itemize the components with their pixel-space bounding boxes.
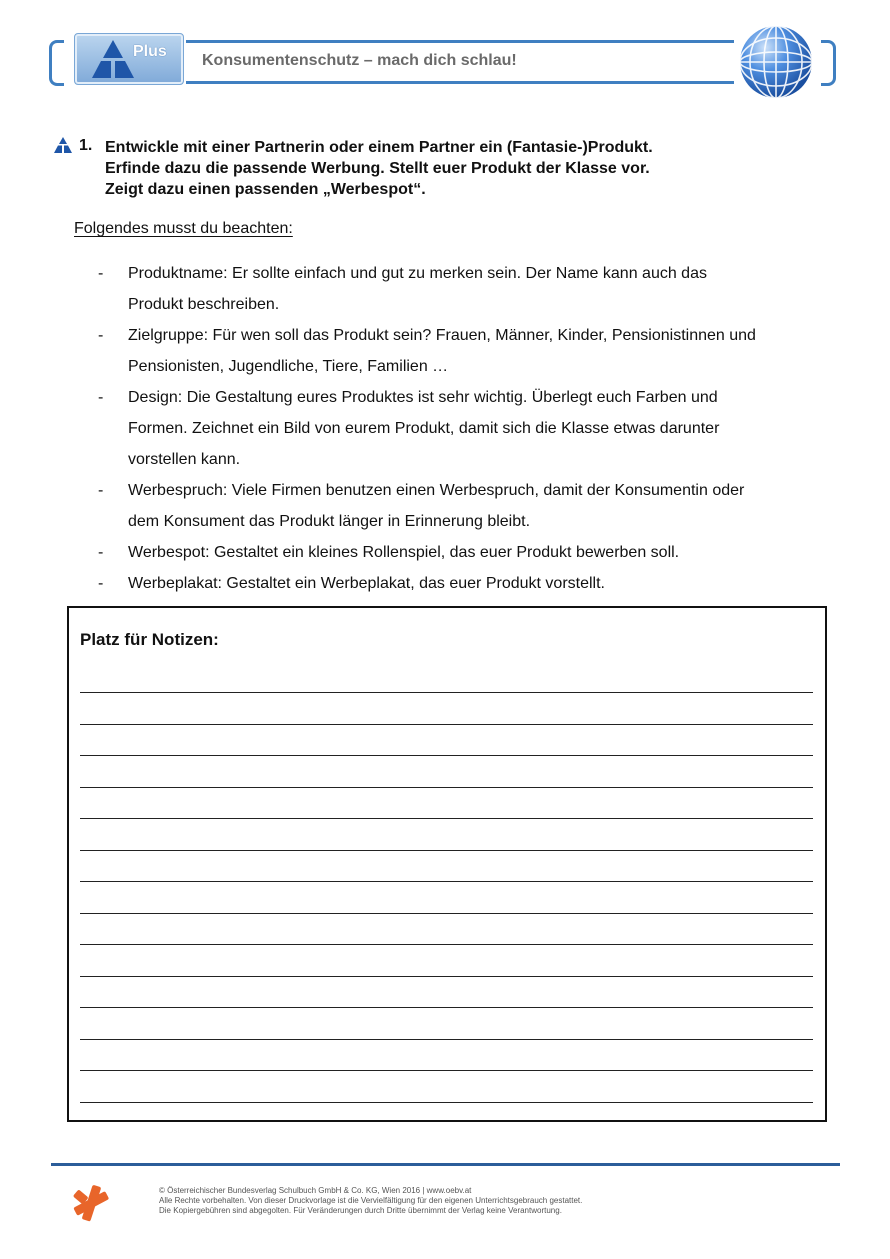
bullet-dash: - bbox=[98, 575, 104, 592]
instructions-heading: Folgendes musst du beachten: bbox=[74, 220, 293, 237]
list-item-line: Werbeplakat: Gestaltet ein Werbeplakat, das euer Produkt vorstellt. bbox=[128, 575, 605, 592]
list-item-line: Werbespot: Gestaltet ein kleines Rollenspiel, das euer Produkt bewerben soll. bbox=[128, 544, 680, 561]
writing-line[interactable] bbox=[80, 1071, 813, 1103]
list-item bbox=[98, 258, 848, 320]
page-title: Konsumentenschutz – mach dich schlau! bbox=[202, 52, 517, 69]
writing-line[interactable] bbox=[80, 977, 813, 1009]
bullet-dash: - bbox=[98, 389, 104, 406]
notes-title: Platz für Notizen: bbox=[80, 630, 219, 649]
list-item-line: dem Konsument das Produkt länger in Erinnerung bleibt. bbox=[128, 513, 531, 530]
writing-line[interactable] bbox=[80, 693, 813, 725]
bullet-dash: - bbox=[98, 544, 104, 561]
header-title-bar bbox=[186, 40, 734, 84]
list-item-line: Design: Die Gestaltung eures Produktes ist sehr wichtig. Überlegt euch Farben und bbox=[128, 389, 718, 406]
logo-label: Plus bbox=[133, 43, 167, 60]
list-item-line: Produktname: Er sollte einfach und gut zu merken sein. Der Name kann auch das bbox=[128, 265, 707, 282]
writing-line[interactable] bbox=[80, 882, 813, 914]
footer-line: Alle Rechte vorbehalten. Von dieser Druckvorlage ist die Vervielfältigung für den eigenen Unterrichtsgebrauch gestattet. bbox=[159, 1196, 583, 1205]
writing-line[interactable] bbox=[80, 819, 813, 851]
notes-writing-lines bbox=[80, 690, 813, 1103]
writing-line[interactable] bbox=[80, 756, 813, 788]
writing-line[interactable] bbox=[80, 914, 813, 946]
header-bracket-left bbox=[49, 40, 64, 86]
task-line: Erfinde dazu die passende Werbung. Stellt euer Produkt der Klasse vor. bbox=[105, 160, 650, 177]
list-item-line: Pensionisten, Jugendliche, Tiere, Familien … bbox=[128, 358, 449, 375]
list-item-line: Werbespruch: Viele Firmen benutzen einen Werbespruch, damit der Konsumentin oder bbox=[128, 482, 745, 499]
task-number: 1. bbox=[79, 137, 93, 154]
footer-copyright bbox=[159, 1186, 582, 1216]
list-item-line: Zielgruppe: Für wen soll das Produkt sein? Frauen, Männer, Kinder, Pensionistinnen und bbox=[128, 327, 756, 344]
list-item bbox=[98, 568, 848, 599]
list-item bbox=[98, 475, 848, 537]
bullet-dash: - bbox=[98, 482, 104, 499]
notes-box bbox=[67, 606, 827, 1122]
list-item-line: Produkt beschreiben. bbox=[128, 296, 280, 313]
task-line: Entwickle mit einer Partnerin oder einem Partner ein (Fantasie-)Produkt. bbox=[105, 139, 653, 156]
bullet-dash: - bbox=[98, 265, 104, 282]
plus-logo bbox=[74, 33, 184, 85]
footer-line: © Österreichischer Bundesverlag Schulbuch GmbH & Co. KG, Wien 2016 | www.oebv.at bbox=[159, 1186, 472, 1195]
footer-divider bbox=[51, 1163, 840, 1166]
writing-line[interactable] bbox=[80, 788, 813, 820]
page-header bbox=[0, 0, 890, 110]
pyramid-icon bbox=[89, 40, 137, 80]
writing-line[interactable] bbox=[80, 725, 813, 757]
list-item bbox=[98, 320, 848, 382]
task-text bbox=[105, 137, 653, 200]
list-item-line: vorstellen kann. bbox=[128, 451, 241, 468]
pyramid-icon bbox=[53, 137, 73, 154]
publisher-logo-icon bbox=[72, 1184, 110, 1222]
instructions-list bbox=[98, 258, 848, 599]
list-item-line: Formen. Zeichnet ein Bild von eurem Produkt, damit sich die Klasse etwas darunter bbox=[128, 420, 720, 437]
task-line: Zeigt dazu einen passenden „Werbespot“. bbox=[105, 181, 426, 198]
header-bracket-right bbox=[821, 40, 836, 86]
writing-line[interactable] bbox=[80, 851, 813, 883]
footer-line: Die Kopiergebühren sind abgegolten. Für Veränderungen durch Dritte übernimmt der Verlag keine Verantwortung. bbox=[159, 1206, 562, 1215]
writing-line[interactable] bbox=[80, 1008, 813, 1040]
writing-line[interactable] bbox=[80, 945, 813, 977]
bullet-dash: - bbox=[98, 327, 104, 344]
list-item bbox=[98, 537, 848, 568]
globe-icon bbox=[737, 24, 815, 100]
writing-line[interactable] bbox=[80, 1040, 813, 1072]
list-item bbox=[98, 382, 848, 475]
